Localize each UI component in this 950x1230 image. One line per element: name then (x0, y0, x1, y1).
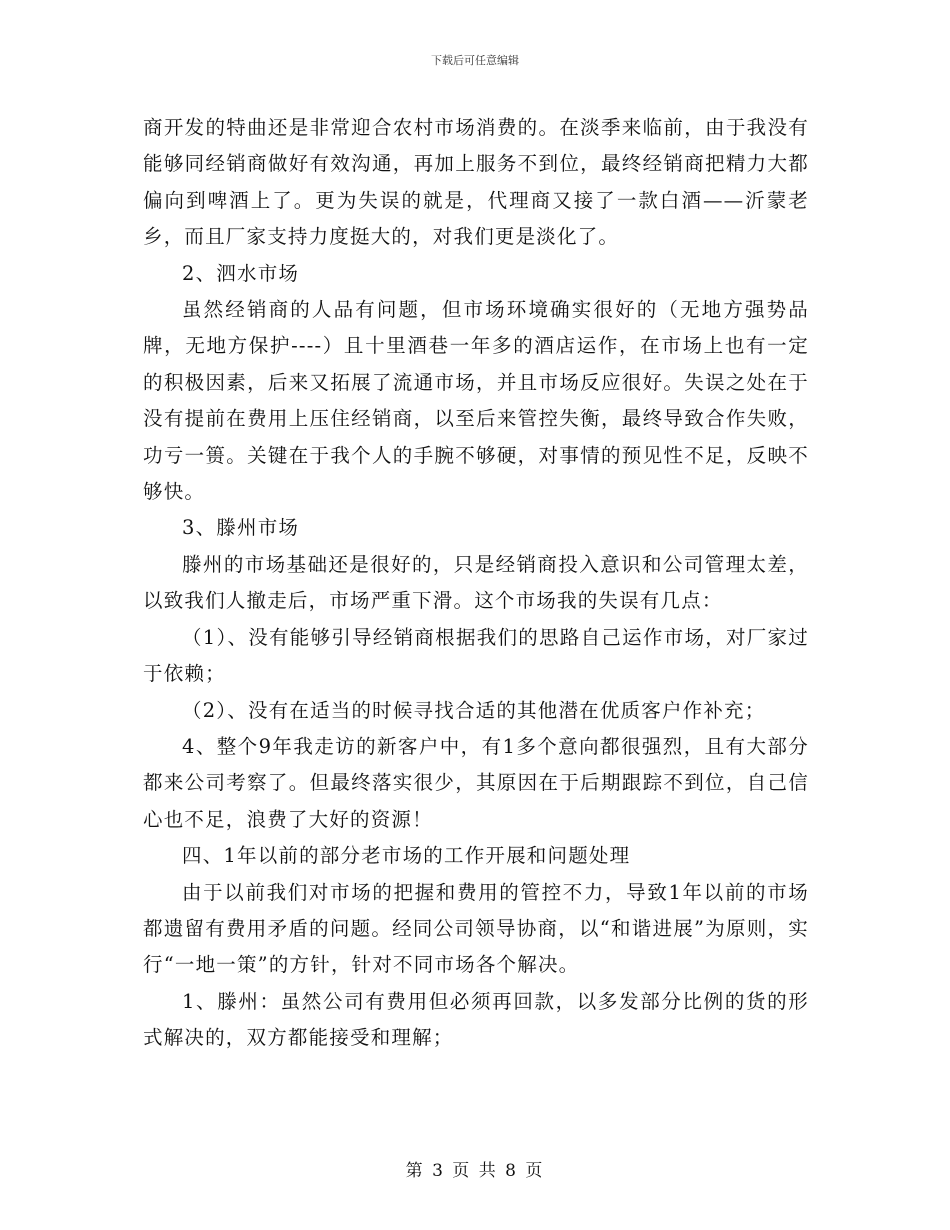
list-item-1: （1）、没有能够引导经销商根据我们的思路自己运作市场，对厂家过于依赖； (143, 625, 809, 686)
page-header: 下载后可任意编辑 (431, 54, 519, 67)
paragraph-tengzhou: 滕州的市场基础还是很好的，只是经销商投入意识和公司管理太差，以致我们人撤走后，市场严重下滑。这个市场我的失误有几点： (143, 552, 809, 613)
paragraph-new-clients: 4、整个9年我走访的新客户中，有1多个意向都很强烈，且有大部分都来公司考察了。但最终落实很少，其原因在于后期跟踪不到位，自己信心也不足，浪费了大好的资源！ (143, 734, 809, 831)
heading-sishui-market: 2、泗水市场 (182, 261, 300, 285)
paragraph-old-markets: 由于以前我们对市场的把握和费用的管控不力，导致1年以前的市场都遗留有费用矛盾的问题。经同公司领导协商，以“和谐进展”为原则，实行“一地一策”的方针，针对不同市场各个解决。 (143, 880, 809, 977)
document-body (143, 110, 809, 1057)
heading-section-four: 四、1年以前的部分老市场的工作开展和问题处理 (182, 844, 631, 868)
paragraph-tengzhou-solution: 1、滕州：虽然公司有费用但必须再回款，以多发部分比例的货的形式解决的，双方都能接受和理解； (143, 989, 809, 1050)
paragraph-continuation: 商开发的特曲还是非常迎合农村市场消费的。在淡季来临前，由于我没有能够同经销商做好有效沟通，再加上服务不到位，最终经销商把精力大都偏向到啤酒上了。更为失误的就是，代理商又接了一款白酒——沂蒙老乡，而且厂家支持力度挺大的，对我们更是淡化了。 (143, 116, 809, 249)
heading-tengzhou-market: 3、滕州市场 (182, 516, 300, 540)
page-number: 第 3 页 共 8 页 (405, 1161, 545, 1181)
paragraph-sishui: 虽然经销商的人品有问题，但市场环境确实很好的（无地方强势品牌，无地方保护----）且十里酒巷一年多的酒店运作，在市场上也有一定的积极因素，后来又拓展了流通市场，并且市场反应很好。失误之处在于没有提前在费用上压住经销商，以至后来管控失衡，最终导致合作失败，功亏一篑。关键在于我个人的手腕不够硬，对事情的预见性不足，反映不够快。 (143, 298, 809, 504)
list-item-2: （2）、没有在适当的时候寻找合适的其他潜在优质客户作补充； (182, 698, 766, 722)
